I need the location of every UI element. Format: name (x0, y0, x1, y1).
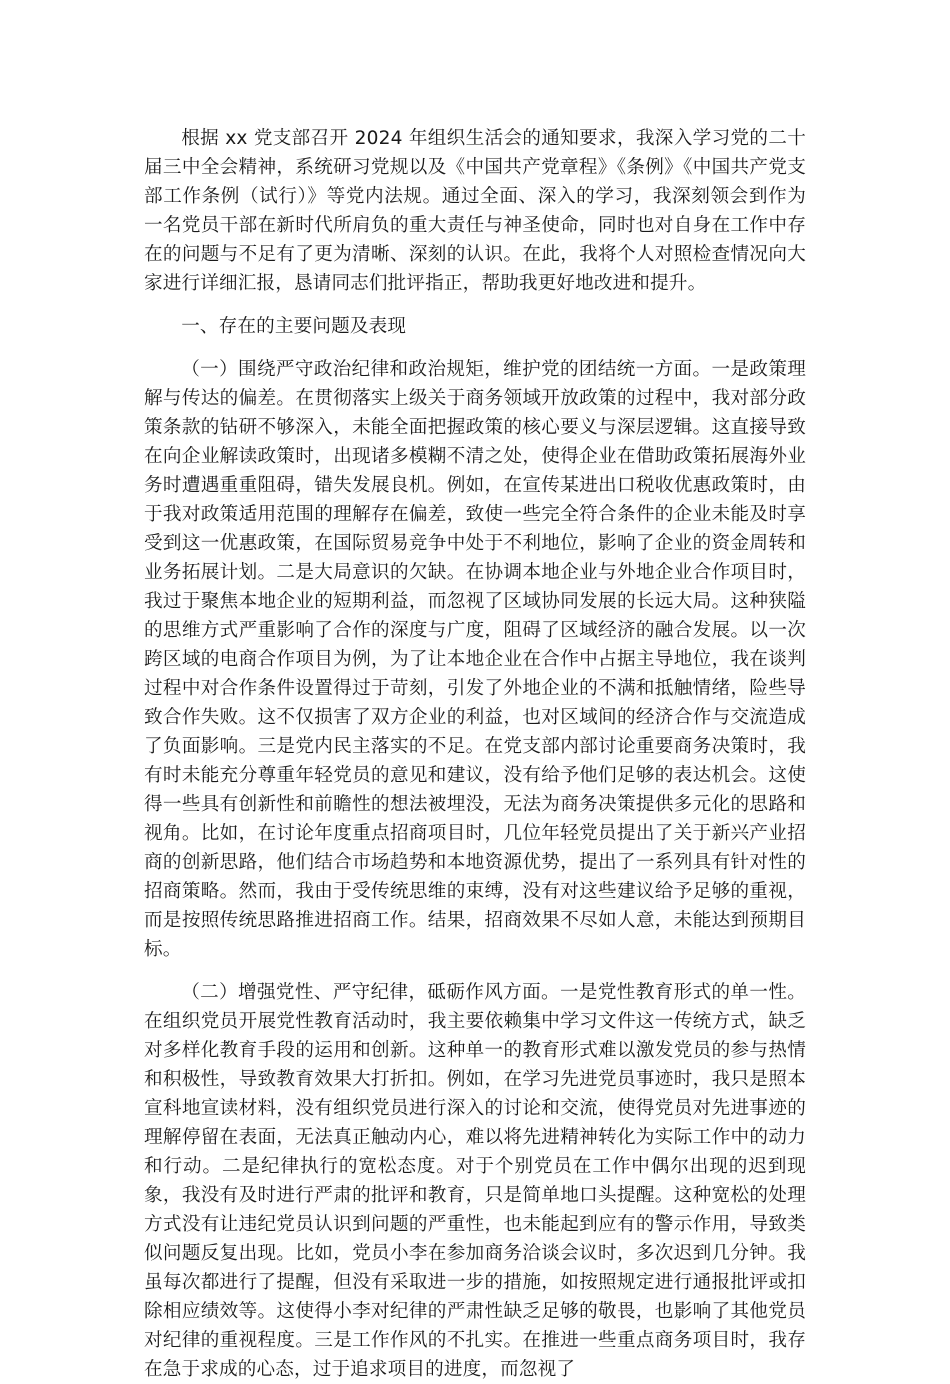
subsection-political-discipline: （一）围绕严守政治纪律和政治规矩，维护党的团结统一方面。一是政策理解与传达的偏差。在贯彻落实上级关于商务领域开放政策的过程中，我对部分政策条款的钻研不够深入，未能全面把握政策的核心要义与深层逻辑。这直接导致在向企业解读政策时，出现诸多模糊不清之处，使得企业在借助政策拓展海外业务时遭遇重重阻碍，错失发展良机。例如，在宣传某进出口税收优惠政策时，由于我对政策适用范围的理解存在偏差，致使一些完全符合条件的企业未能及时享受到这一优惠政策，在国际贸易竞争中处于不利地位，影响了企业的资金周转和业务拓展计划。二是大局意识的欠缺。在协调本地企业与外地企业合作项目时，我过于聚焦本地企业的短期利益，而忽视了区域协同发展的长远大局。这种狭隘的思维方式严重影响了合作的深度与广度，阻碍了区域经济的融合发展。以一次跨区域的电商合作项目为例，为了让本地企业在合作中占据主导地位，我在谈判过程中对合作条件设置得过于苛刻，引发了外地企业的不满和抵触情绪，险些导致合作失败。这不仅损害了双方企业的利益，也对区域间的经济合作与交流造成了负面影响。三是党内民主落实的不足。在党支部内部讨论重要商务决策时，我有时未能充分尊重年轻党员的意见和建议，没有给予他们足够的表达机会。这使得一些具有创新性和前瞻性的想法被埋没，无法为商务决策提供多元化的思路和视角。比如，在讨论年度重点招商项目时，几位年轻党员提出了关于新兴产业招商的创新思路，他们结合市场趋势和本地资源优势，提出了一系列具有针对性的招商策略。然而，我由于受传统思维的束缚，没有对这些建议给予足够的重视，而是按照传统思路推进招商工作。结果，招商效果不尽如人意，未能达到预期目标。 (144, 359, 806, 960)
section-heading-main-problems: 一、存在的主要问题及表现 (181, 316, 407, 337)
subsection-party-spirit: （二）增强党性、严守纪律，砥砺作风方面。一是党性教育形式的单一性。在组织党员开展党性教育活动时，我主要依赖集中学习文件这一传统方式，缺乏对多样化教育手段的运用和创新。这种单一的教育形式难以激发党员的参与热情和积极性，导致教育效果大打折扣。例如，在学习先进党员事迹时，我只是照本宣科地宣读材料，没有组织党员进行深入的讨论和交流，使得党员对先进事迹的理解停留在表面，无法真正触动内心，难以将先进精神转化为实际工作中的动力和行动。二是纪律执行的宽松态度。对于个别党员在工作中偶尔出现的迟到现象，我没有及时进行严肃的批评和教育，只是简单地口头提醒。这种宽松的处理方式没有让违纪党员认识到问题的严重性，也未能起到应有的警示作用，导致类似问题反复出现。比如，党员小李在参加商务洽谈会议时，多次迟到几分钟。我虽每次都进行了提醒，但没有采取进一步的措施，如按照规定进行通报批评或扣除相应绩效等。这使得小李对纪律的严肃性缺乏足够的敬畏，也影响了其他党员对纪律的重视程度。三是工作作风的不扎实。在推进一些重点商务项目时，我存在急于求成的心态，过于追求项目的进度，而忽视了 (144, 982, 806, 1380)
document-page (144, 124, 806, 1384)
intro-paragraph: 根据 xx 党支部召开 2024 年组织生活会的通知要求，我深入学习党的二十届三中全会精神，系统研习党规以及《中国共产党章程》《条例》《中国共产党支部工作条例（试行）》等党内法规。通过全面、深入的学习，我深刻领会到作为一名党员干部在新时代所肩负的重大责任与神圣使命，同时也对自身在工作中存在的问题与不足有了更为清晰、深刻的认识。在此，我将个人对照检查情况向大家进行详细汇报，恳请同志们批评指正，帮助我更好地改进和提升。 (144, 128, 806, 294)
